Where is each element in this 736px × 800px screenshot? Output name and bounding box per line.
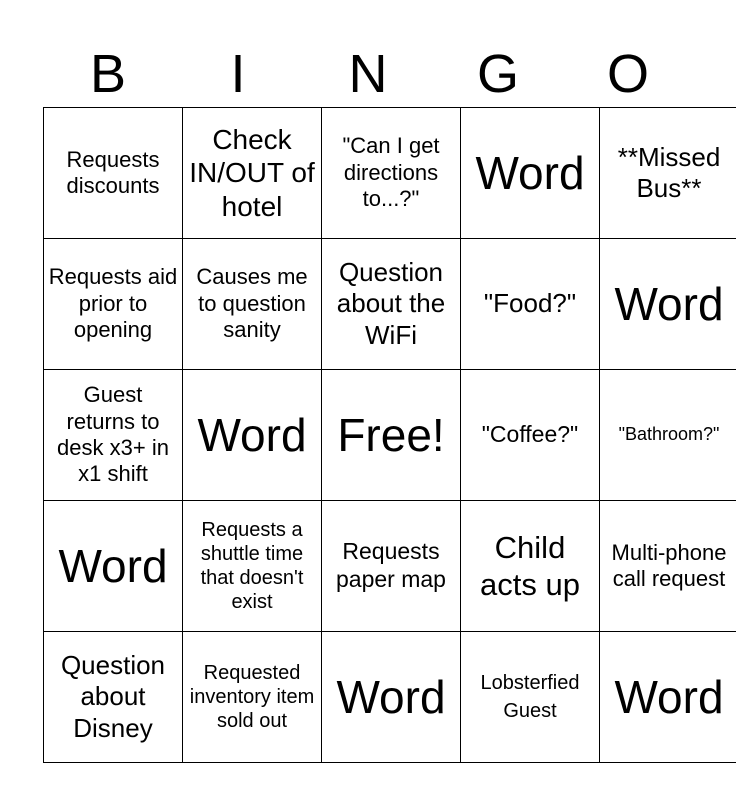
bingo-cell[interactable]: "Bathroom?" bbox=[600, 370, 736, 501]
bingo-cell[interactable]: Multi-phone call request bbox=[600, 501, 736, 632]
bingo-cell[interactable]: Word bbox=[461, 108, 600, 239]
bingo-row bbox=[44, 108, 736, 239]
bingo-row bbox=[44, 632, 736, 763]
header-letter-b: B bbox=[89, 44, 127, 104]
bingo-cell[interactable]: Question about the WiFi bbox=[322, 239, 461, 370]
header-letter-n: N bbox=[348, 44, 388, 104]
header-letter-i: I bbox=[230, 44, 246, 104]
bingo-cell free-space[interactable]: Free! bbox=[322, 370, 461, 501]
bingo-cell[interactable]: Question about Disney bbox=[44, 632, 183, 763]
bingo-row bbox=[44, 501, 736, 632]
bingo-cell[interactable]: Word bbox=[183, 370, 322, 501]
bingo-cell[interactable]: Check IN/OUT of hotel bbox=[183, 108, 322, 239]
bingo-cell[interactable]: Requests a shuttle time that doesn't exist bbox=[183, 501, 322, 632]
bingo-cell[interactable]: Guest returns to desk x3+ in x1 shift bbox=[44, 370, 183, 501]
bingo-row bbox=[44, 370, 736, 501]
bingo-cell[interactable]: Requests discounts bbox=[44, 108, 183, 239]
bingo-cell[interactable]: "Food?" bbox=[461, 239, 600, 370]
bingo-cell[interactable]: Requested inventory item sold out bbox=[183, 632, 322, 763]
bingo-cell[interactable]: "Coffee?" bbox=[461, 370, 600, 501]
bingo-cell[interactable]: Lobsterfied Guest bbox=[461, 632, 600, 763]
header-letter-o: O bbox=[606, 44, 649, 104]
bingo-cell[interactable]: Child acts up bbox=[461, 501, 600, 632]
bingo-row bbox=[44, 239, 736, 370]
bingo-cell[interactable]: **Missed Bus** bbox=[600, 108, 736, 239]
bingo-cell[interactable]: Causes me to question sanity bbox=[183, 239, 322, 370]
bingo-cell[interactable]: "Can I get directions to...?" bbox=[322, 108, 461, 239]
bingo-cell[interactable]: Word bbox=[600, 632, 736, 763]
bingo-cell[interactable]: Word bbox=[44, 501, 183, 632]
header-letter-g: G bbox=[476, 44, 519, 104]
bingo-cell[interactable]: Requests aid prior to opening bbox=[44, 239, 183, 370]
bingo-header bbox=[43, 44, 693, 104]
bingo-grid bbox=[43, 107, 736, 763]
bingo-cell[interactable]: Word bbox=[322, 632, 461, 763]
bingo-cell[interactable]: Word bbox=[600, 239, 736, 370]
bingo-cell[interactable]: Requests paper map bbox=[322, 501, 461, 632]
